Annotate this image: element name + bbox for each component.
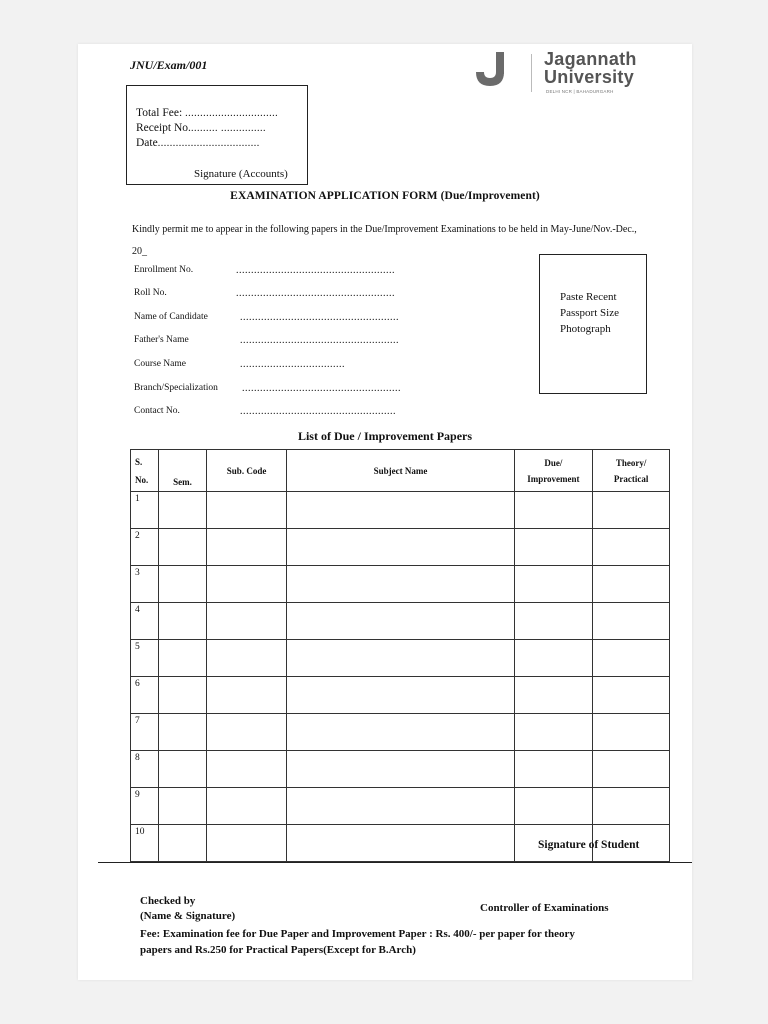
date-label: Date: [136, 137, 158, 149]
fee-note-line1: Fee: Examination fee for Due Paper and Improvement Paper : Rs. 400/- per paper for theory: [140, 928, 575, 940]
header-sub-code: Sub. Code: [206, 450, 287, 492]
form-title: EXAMINATION APPLICATION FORM (Due/Improvement): [230, 190, 540, 202]
theory-practical-cell[interactable]: [593, 677, 670, 714]
subject-name-cell[interactable]: [287, 492, 514, 529]
row-sno: 8: [131, 751, 159, 788]
sem-cell[interactable]: [159, 677, 206, 714]
intro-text: Kindly permit me to appear in the following papers in the Due/Improvement Examinations to be held in May-June/Nov.-Dec., 20_: [132, 224, 637, 257]
sem-cell[interactable]: [159, 566, 206, 603]
university-logo-icon: [470, 50, 520, 90]
university-tagline: DELHI NCR | BAHADURGARH: [546, 89, 614, 94]
contact-no-label: Contact No.: [134, 406, 180, 416]
sem-cell[interactable]: [159, 529, 206, 566]
table-row: [131, 677, 670, 714]
subject-name-cell[interactable]: [287, 788, 514, 825]
roll-no-label: Roll No.: [134, 288, 167, 298]
papers-list-title: List of Due / Improvement Papers: [297, 429, 473, 443]
theory-practical-cell[interactable]: [593, 751, 670, 788]
receipt-no-label: Receipt No.: [136, 122, 191, 134]
subject-name-cell[interactable]: [287, 640, 514, 677]
course-name-input[interactable]: ...................................: [240, 359, 345, 370]
table-row: [131, 603, 670, 640]
sem-cell[interactable]: [159, 640, 206, 677]
header-due-line1: Due/: [544, 457, 563, 468]
checked-by-block: [140, 894, 235, 924]
photo-instructions: [560, 289, 619, 337]
course-name-label: Course Name: [134, 359, 186, 369]
header-sno-line1: S.: [135, 456, 143, 467]
row-sno: 2: [131, 529, 159, 566]
header-theory-line1: Theory/: [615, 457, 647, 468]
header-sno-line2: No.: [135, 474, 149, 485]
subject-name-cell[interactable]: [287, 714, 514, 751]
row-sno: 7: [131, 714, 159, 751]
table-row: [131, 788, 670, 825]
checked-by-name-signature: (Name & Signature): [140, 910, 236, 922]
due-improvement-cell[interactable]: [514, 640, 593, 677]
sub-code-cell[interactable]: [206, 714, 287, 751]
date-line: Date..................................: [136, 137, 260, 149]
subject-name-cell[interactable]: [287, 566, 514, 603]
due-improvement-cell[interactable]: [514, 788, 593, 825]
sub-code-cell[interactable]: [206, 677, 287, 714]
sub-code-cell[interactable]: [206, 788, 287, 825]
row-sno: 6: [131, 677, 159, 714]
theory-practical-cell[interactable]: [593, 603, 670, 640]
theory-practical-cell[interactable]: [593, 492, 670, 529]
header-due-improvement: [514, 450, 593, 492]
subject-name-cell[interactable]: [287, 529, 514, 566]
sub-code-cell[interactable]: [206, 566, 287, 603]
due-improvement-cell[interactable]: [514, 603, 593, 640]
contact-no-input[interactable]: ....................................................: [240, 406, 396, 417]
course-name-field[interactable]: [134, 359, 186, 369]
row-sno: 5: [131, 640, 159, 677]
candidate-name-input[interactable]: .....................................................: [240, 312, 399, 323]
table-row: [131, 529, 670, 566]
sem-cell[interactable]: [159, 603, 206, 640]
table-header-row: [131, 450, 670, 492]
fee-note: [140, 926, 660, 958]
theory-practical-cell[interactable]: [593, 566, 670, 603]
sem-cell[interactable]: [159, 788, 206, 825]
roll-no-input[interactable]: .....................................................: [236, 288, 395, 299]
branch-label: Branch/Specialization: [134, 383, 218, 393]
candidate-name-field[interactable]: [134, 312, 208, 322]
subject-name-cell[interactable]: [287, 603, 514, 640]
header-subject-name: Subject Name: [287, 450, 514, 492]
sub-code-cell[interactable]: [206, 751, 287, 788]
header-due-line2: Improvement: [527, 473, 580, 484]
due-improvement-cell[interactable]: [514, 529, 593, 566]
fee-note-line2: papers and Rs.250 for Practical Papers(Except for B.Arch): [140, 944, 416, 956]
sem-cell[interactable]: [159, 492, 206, 529]
theory-practical-cell[interactable]: [593, 788, 670, 825]
subject-name-cell[interactable]: [287, 825, 514, 862]
logo-divider: [531, 54, 532, 92]
sub-code-cell[interactable]: [206, 825, 287, 862]
photo-line2: Passport Size: [560, 307, 619, 319]
table-row: [131, 714, 670, 751]
theory-practical-cell[interactable]: [593, 714, 670, 751]
row-sno: 4: [131, 603, 159, 640]
checked-by-label: Checked by: [140, 895, 196, 907]
receipt-no-line: Receipt No.......... ...............: [136, 122, 266, 134]
due-improvement-cell[interactable]: [514, 714, 593, 751]
total-fee-label: Total Fee:: [136, 107, 183, 119]
due-improvement-cell[interactable]: [514, 751, 593, 788]
table-row: [131, 492, 670, 529]
enrollment-no-input[interactable]: .....................................................: [236, 265, 395, 276]
student-signature: Signature of Student: [538, 839, 640, 851]
branch-field[interactable]: [134, 383, 218, 393]
enrollment-no-label: Enrollment No.: [134, 265, 194, 275]
sem-cell[interactable]: [159, 714, 206, 751]
university-name: [544, 50, 637, 86]
sem-cell[interactable]: [159, 751, 206, 788]
divider-line: [98, 862, 692, 863]
father-name-input[interactable]: .....................................................: [240, 335, 399, 346]
father-name-label: Father's Name: [134, 335, 189, 345]
application-form-page: [78, 44, 692, 980]
sub-code-cell[interactable]: [206, 640, 287, 677]
total-fee-line: Total Fee: ...............................: [136, 107, 279, 119]
theory-practical-cell[interactable]: [593, 640, 670, 677]
table-row: [131, 751, 670, 788]
row-sno: 9: [131, 788, 159, 825]
sub-code-cell[interactable]: [206, 603, 287, 640]
form-code: JNU/Exam/001: [130, 58, 208, 72]
subject-name-cell[interactable]: [287, 751, 514, 788]
theory-practical-cell[interactable]: [593, 529, 670, 566]
sub-code-cell[interactable]: [206, 529, 287, 566]
sub-code-cell[interactable]: [206, 492, 287, 529]
row-sno: 3: [131, 566, 159, 603]
intro-sentence: Kindly permit me to appear in the following papers in the Due/Improvement Examinations to be held in May-June/Nov.-Dec., 20: [132, 224, 637, 257]
table-row: [131, 640, 670, 677]
header-sem: Sem.: [159, 450, 206, 492]
papers-table: [130, 449, 670, 862]
due-improvement-cell[interactable]: [514, 677, 593, 714]
header-theory-line2: Practical: [613, 473, 649, 484]
header-sno: [131, 450, 159, 492]
university-name-line2: University: [544, 67, 635, 87]
photo-line3: Photograph: [560, 323, 611, 335]
branch-input[interactable]: .....................................................: [242, 383, 401, 394]
candidate-name-label: Name of Candidate: [134, 312, 208, 322]
controller-of-examinations: Controller of Examinations: [480, 902, 609, 914]
table-row: [131, 566, 670, 603]
row-sno: 10: [131, 825, 159, 862]
roll-no-field[interactable]: [134, 288, 167, 298]
photo-line1: Paste Recent: [560, 291, 617, 303]
due-improvement-cell[interactable]: [514, 492, 593, 529]
sem-cell[interactable]: [159, 825, 206, 862]
contact-no-field[interactable]: [134, 406, 180, 416]
enrollment-no-field[interactable]: [134, 265, 193, 275]
university-name-line1: Jagannath: [544, 49, 637, 69]
header-theory-practical: [593, 450, 670, 492]
row-sno: 1: [131, 492, 159, 529]
due-improvement-cell[interactable]: [514, 566, 593, 603]
photo-box[interactable]: [539, 254, 647, 394]
accounts-fee-box: [126, 85, 308, 185]
subject-name-cell[interactable]: [287, 677, 514, 714]
father-name-field[interactable]: [134, 335, 189, 345]
accounts-signature: Signature (Accounts): [194, 168, 288, 180]
